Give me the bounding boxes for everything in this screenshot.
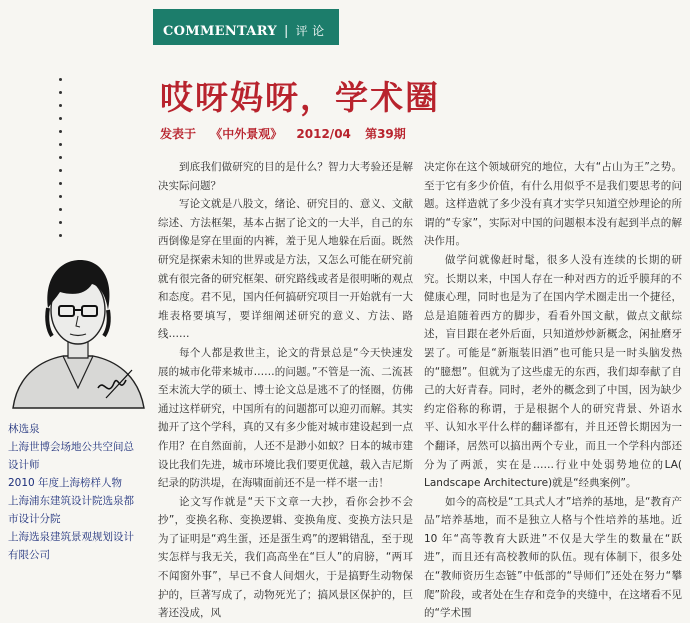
- author-bio-line: 设计师: [8, 459, 40, 471]
- article-title: 哎呀妈呀，学术圈: [160, 78, 440, 117]
- author-bio-line: 有限公司: [8, 549, 50, 561]
- paragraph: 做学问就像赶时髦，很多人没有连续的长期的研究。长期以来，中国人存在一种对西方的近乎膜拜的不健康心理，同时也是为了在国内学术圈走出一个捷径，总是追随着西方的脚步，看看外国文献，做点文献综述，盲目跟在老外后面，只知道炒炒新概念，闲扯磨牙罢了。可能是“新瓶装旧酒”也可能只是一时头脑发热的“臆想”。但就为了这些虚无的东西，我们却奉献了自己的大好青春。同时，老外的概念到了中国，因为缺少约定俗称的称谓，于是根据个人的研究背景、外语水平、认知水平什么样的翻译都有，并且还曾长期因为一个翻译，居然可以搞出两个专业，而且一个学科内部还分为了两派，实在是……行业中处弱势地位的LA( Landscape Architecture)就是“经典案例”。: [424, 253, 682, 490]
- paragraph: 如今的高校是“工具式人才”培养的基地，是“教育产品”培养基地，而不是独立人格与个性培养的基地。近10 年“高等教育大跃进”不仅是大学生的数量在“跃进”，而且还有高校教师的队伍。现有体制下，很多处在“教师资历生态链”中低部的“导师们”还处在努力“攀爬”阶段，或者处在生存和竞争的夹缝中，在这堵看不见的“学术围: [424, 495, 682, 620]
- article-column-left: [158, 158, 413, 620]
- journal-name: 《中外景观》: [210, 127, 283, 141]
- section-separator: |: [283, 24, 289, 39]
- paragraph: 论文写作就是“天下文章一大抄，看你会抄不会抄”，变换名称、变换逻辑、变换角度、变换方法只是为了证明是“鸡生蛋，还是蛋生鸡”的逻辑错乱，至于现实怎样与我无关，我们高高坐在“巨人”的肩膀，“两耳不闻窗外事”，早已不食人间烟火，于是搞野生动物保护的，巨著写成了，动物死光了；搞风景区保护的，巨著还没成，风: [158, 495, 413, 620]
- publication-info: [160, 125, 416, 142]
- pub-date: 2012/04: [296, 127, 351, 141]
- author-bio-line: 市设计分院: [8, 513, 61, 525]
- author-portrait: [8, 238, 148, 408]
- author-bio-line: 上海浦东建筑设计院选泉都: [8, 495, 134, 507]
- issue-number: 第39期: [365, 127, 406, 141]
- author-name: 林选泉: [8, 423, 40, 435]
- paragraph: 每个人都是救世主，论文的背景总是“今天快速发展的城市化带来城市……的问题。”不管是一流、二流甚至末流大学的硕士、博士论文总是逃不了的怪圈，仿佛通过这样研究，中国所有的问题都可以迎刃而解。其实抛开了这个学科，真的又有多少能对城市建设起到一点作用？在自然面前，人还不是渺小如蚁？日本的城市建设比我们先进，城市环境比我们要更优越，载入吉尼斯纪录的防洪堤，在海啸面前还不是一样不堪一击！: [158, 346, 413, 490]
- paragraph: 决定你在这个领域研究的地位，大有“占山为王”之势。至于它有多少价值，有什么用似乎不是我们要思考的问题。这样造就了多少没有真才实学只知道空炒理论的所谓的“专家”，实际对中国的问题根本没有起到半点的解决作用。: [424, 161, 682, 248]
- section-label-en: COMMENTARY: [163, 24, 277, 39]
- author-bio-line: 2010 年度上海榜样人物: [8, 477, 123, 489]
- author-bio: [8, 420, 148, 564]
- section-label-cn: 评 论: [295, 24, 325, 38]
- article-column-right: [424, 158, 682, 620]
- dotted-divider: [59, 78, 63, 260]
- author-bio-line: 上海世博会场地公共空间总: [8, 441, 134, 453]
- section-banner: [153, 9, 339, 45]
- author-bio-line: 上海选泉建筑景观规划设计: [8, 531, 134, 543]
- pub-prefix: 发表于: [160, 127, 197, 141]
- paragraph: 写论文就是八股文，绪论、研究目的、意义、文献综述、方法框架，基本占据了论文的一大半，自己的东西倒像是穿在里面的内裤，羞于见人地躲在后面。既然研究是探索未知的世界或是方法，又怎么可能在研究前就有很完备的研究框架、研究路线或者是很明晰的观点和态度。君不见，国内任何搞研究项目一开始就有一大堆表格要填写，要详细阐述研究的意义、方法、路线……: [158, 198, 413, 341]
- paragraph: 到底我们做研究的目的是什么？智力大考验还是解决实际问题？: [158, 161, 413, 192]
